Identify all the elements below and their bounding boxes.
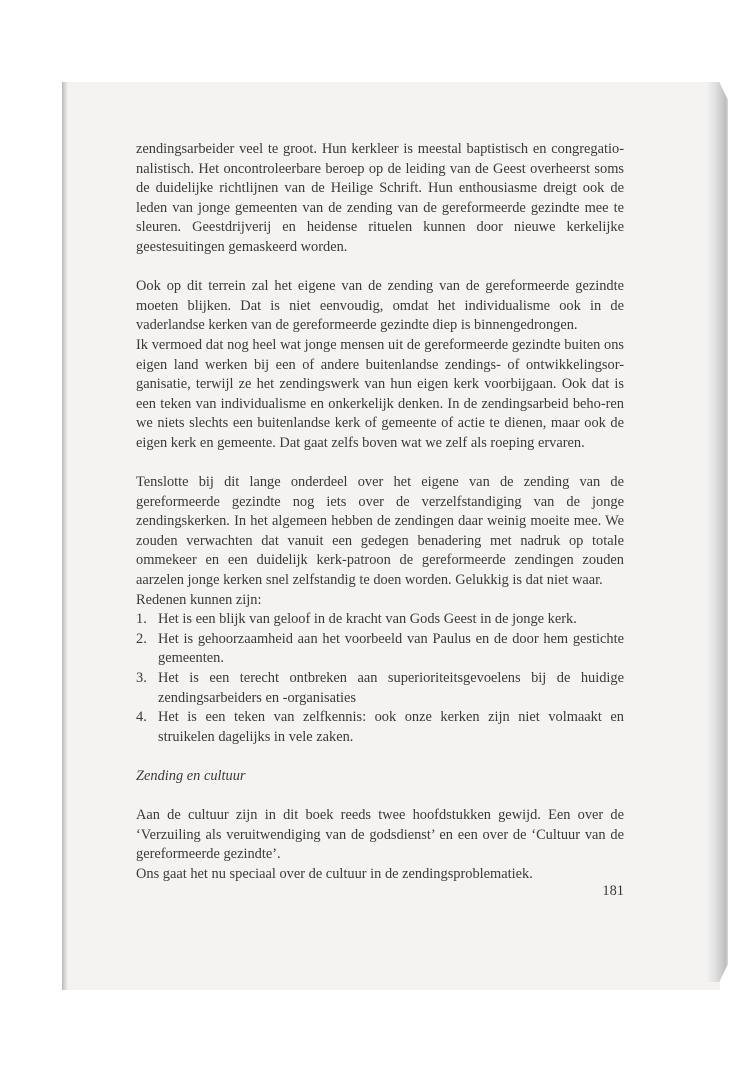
list-item (136, 669, 624, 708)
paragraph-young-people: Ik vermoed dat nog heel wat jonge mensen uit de gereformeerde gezindte buiten ons eigen land werken bij een of andere buitenlandse zendings- of ontwikkelingsor-ganisatie, terwijl ze het zendingswerk van hun eigen kerk voorbijgaan. Ook dat is een teken van individualisme en onkerkelijk denken. In de zendingsarbeid beho-ren we niets slechts een buitenlandse kerk of gemeente of actie te dienen, maar ook de eigen kerk en gemeente. Dat gaat zelfs boven wat we zelf als roeping ervaren. (136, 336, 624, 451)
paragraph-individualism: Ook op dit terrein zal het eigene van de zending van de gereformeerde gezindte moeten blijken. Dat is niet eenvoudig, omdat het individualisme ook in de vaderlandse kerken van de gereformeerde gezindte diep is binnengedrongen. (136, 278, 624, 334)
list-item-number: 1. (136, 611, 147, 628)
list-item (136, 708, 624, 747)
list-item-number: 3. (136, 670, 147, 687)
paragraph-culture-2: Ons gaat het nu speciaal over de cultuur in de zendingsproblematiek. (136, 865, 533, 882)
list-item (136, 630, 624, 669)
list-item-number: 4. (136, 709, 147, 726)
list-item-text: Het is een blijk van geloof in de kracht van Gods Geest in de jonge kerk. (158, 611, 577, 628)
reasons-list (136, 610, 624, 747)
section-heading: Zending en cultuur (136, 768, 246, 784)
list-item (136, 610, 624, 630)
list-item-number: 2. (136, 630, 147, 647)
body-text (136, 140, 624, 885)
page-edge-shadow (706, 82, 728, 982)
paragraph-independence: Tenslotte bij dit lange onderdeel over het eigene van de zending van de gereformeerde gezindte nog iets over de verzelfstandiging van de jonge zendingskerken. In het algemeen hebben de zendingen daar weinig moeite mee. We zouden verwachten dat vanuit een gedegen benadering met nadruk op totale ommekeer en een duidelijk kerk-patroon de gereformeerde zendingen zouden aarzelen jonge kerken snel zelfstandig te doen worden. Gelukkig is dat niet waar. (136, 474, 624, 589)
list-item-text: Het is een teken van zelfkennis: ook onze kerken zijn niet volmaakt en struikelen dagelijks in vele zaken. (158, 709, 624, 745)
paragraph-culture-1: Aan de cultuur zijn in dit boek reeds twee hoofdstukken gewijd. Een over de ‘Verzuiling als veruitwendiging van de godsdienst’ en een over de ‘Cultuur van de gereformeerde gezindte’. (136, 807, 624, 863)
page-spine-shadow (62, 82, 68, 990)
list-item-text: Het is gehoorzaamheid aan het voorbeeld van Paulus en de door hem gestichte gemeenten. (158, 630, 624, 667)
paragraph-intro-1: zendingsarbeider veel te groot. Hun kerkleer is meestal baptistisch en congregatio-nalistisch. Het oncontroleerbare beroep op de leiding van de Geest overheerst soms de duidelijke richtlijnen van de Heilige Schrift. Hun enthousiasme dreigt ook de leden van jonge gemeenten van de zending van de gereformeerde gezindte mee te sleuren. Geestdrijverij en heidense rituelen kunnen door nieuwe kerkelijke geestesuitingen gemaskeerd worden. (136, 141, 624, 255)
page-number: 181 (602, 883, 624, 899)
reasons-intro: Redenen kunnen zijn: (136, 591, 262, 608)
list-item-text: Het is een terecht ontbreken aan superioriteitsgevoelens bij de huidige zendingsarbeiders en -organisaties (158, 670, 624, 706)
